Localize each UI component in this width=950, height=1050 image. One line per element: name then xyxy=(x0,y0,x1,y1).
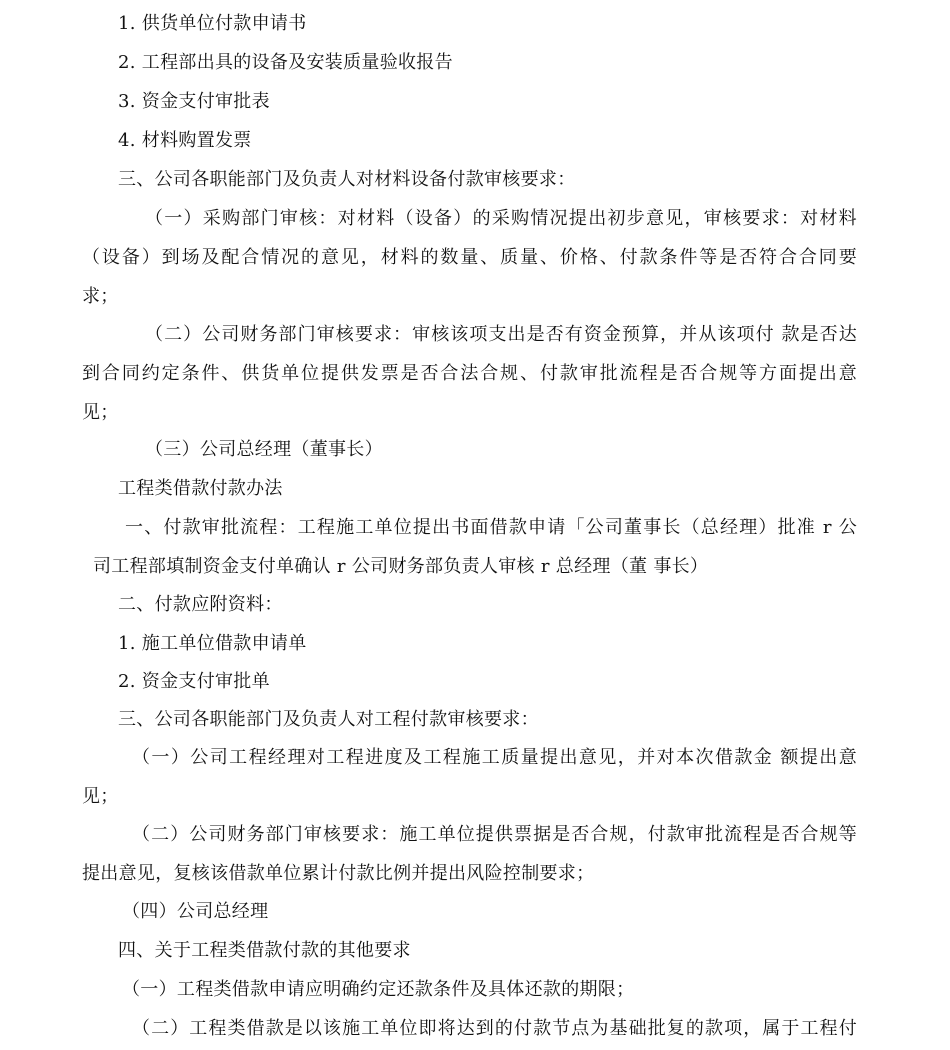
paragraph-line: 见； xyxy=(82,786,119,807)
paragraph-line: 司工程部填制资金支付单确认 r 公司财务部负责人审核 r 总经理（董 事长） xyxy=(93,556,709,577)
paragraph-line: 提出意见，复核该借款单位累计付款比例并提出风险控制要求； xyxy=(82,863,595,884)
paragraph-line: 求； xyxy=(82,286,119,307)
paragraph-line: 到合同约定条件、供货单位提供发票是否合法合规、付款审批流程是否合规等方面提出意 xyxy=(82,363,857,384)
paragraph-line: （一）公司工程经理对工程进度及工程施工质量提出意见，并对本次借款金 额提出意 xyxy=(132,747,857,768)
list-item-payment-application: 1. 供货单位付款申请书 xyxy=(118,13,307,34)
section-heading-attachments: 二、付款应附资料： xyxy=(118,594,283,615)
paragraph-line: （二）工程类借款是以该施工单位即将达到的付款节点为基础批复的款项，属于工程付 xyxy=(132,1018,857,1039)
paragraph-line: （二）公司财务部门审核要求：审核该项支出是否有资金预算，并从该项付 款是否达 xyxy=(145,324,857,345)
list-item-approval-form: 3. 资金支付审批表 xyxy=(118,91,270,112)
paragraph-line: （三）公司总经理（董事长） xyxy=(145,439,383,460)
section-title-loan-payment: 工程类借款付款办法 xyxy=(118,478,283,499)
paragraph-line: （设备）到场及配合情况的意见，材料的数量、质量、价格、付款条件等是否符合合同要 xyxy=(82,247,857,268)
paragraph-line: 一、付款审批流程：工程施工单位提出书面借款申请「公司董事长（总经理）批准 r 公 xyxy=(125,517,857,538)
paragraph-line: （四）公司总经理 xyxy=(122,901,269,922)
paragraph-line: （一）采购部门审核：对材料（设备）的采购情况提出初步意见，审核要求：对材料 xyxy=(145,208,857,229)
section-heading-project-review: 三、公司各职能部门及负责人对工程付款审核要求： xyxy=(118,709,539,730)
paragraph-line: （一）工程类借款申请应明确约定还款条件及具体还款的期限； xyxy=(122,979,635,1000)
paragraph-line: 见； xyxy=(82,402,119,423)
section-heading-other-requirements: 四、关于工程类借款付款的其他要求 xyxy=(118,940,411,961)
section-heading-material-review: 三、公司各职能部门及负责人对材料设备付款审核要求： xyxy=(118,169,576,190)
list-item-approval-sheet: 2. 资金支付审批单 xyxy=(118,671,270,692)
list-item-invoice: 4. 材料购置发票 xyxy=(118,130,252,151)
paragraph-line: （二）公司财务部门审核要求：施工单位提供票据是否合规，付款审批流程是否合规等 xyxy=(132,824,857,845)
list-item-acceptance-report: 2. 工程部出具的设备及安装质量验收报告 xyxy=(118,52,453,73)
list-item-loan-application: 1. 施工单位借款申请单 xyxy=(118,633,307,654)
